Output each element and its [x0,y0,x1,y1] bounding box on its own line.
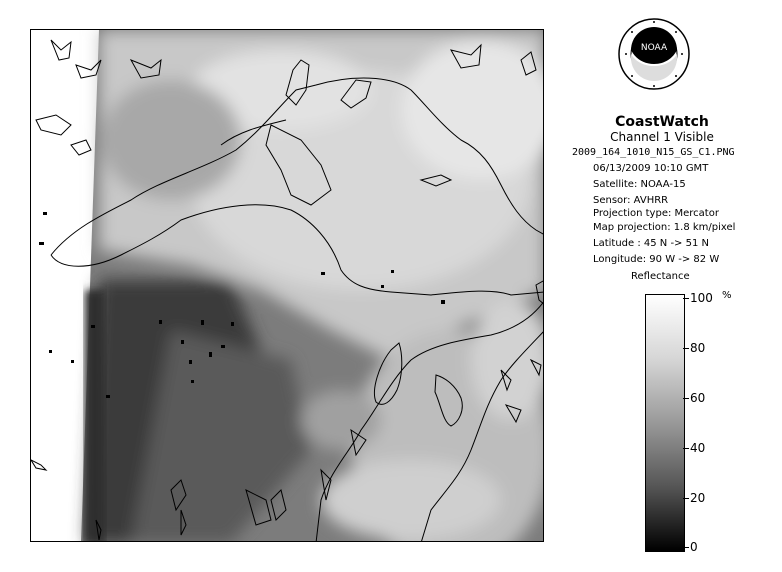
colorbar-tick-label: 20 [690,491,706,505]
noaa-logo [618,18,690,90]
datetime-label: 06/13/2009 10:10 GMT [593,163,709,174]
colorbar-unit: % [722,290,732,301]
colorbar-tick [683,547,689,548]
colorbar-tick [683,298,689,299]
colorbar-tick [683,348,689,349]
colorbar-tick-label: 0 [690,540,698,554]
channel-label: Channel 1 Visible [610,130,714,144]
brand-title: CoastWatch [615,114,709,130]
colorbar [645,294,685,552]
map-projection-label: Map projection: 1.8 km/pixel [593,222,736,233]
satellite-label: Satellite: NOAA-15 [593,179,686,190]
colorbar-tick-label: 40 [690,441,706,455]
colorbar-tick-label: 100 [690,291,713,305]
logo-text: NOAA [640,43,668,53]
longitude-label: Longitude: 90 W -> 82 W [593,254,720,265]
sensor-label: Sensor: AVHRR [593,195,669,206]
colorbar-tick-label: 80 [690,341,706,355]
colorbar-tick-label: 60 [690,391,706,405]
latitude-label: Latitude : 45 N -> 51 N [593,238,709,249]
colorbar-tick [683,448,689,449]
colorbar-tick [683,398,689,399]
colorbar-tick [683,498,689,499]
satellite-image [31,30,544,542]
colorbar-title: Reflectance [631,271,690,282]
projection-type-label: Projection type: Mercator [593,208,719,219]
file-name: 2009_164_1010_N15_GS_C1.PNG [572,147,735,158]
satellite-image-panel [30,29,544,542]
